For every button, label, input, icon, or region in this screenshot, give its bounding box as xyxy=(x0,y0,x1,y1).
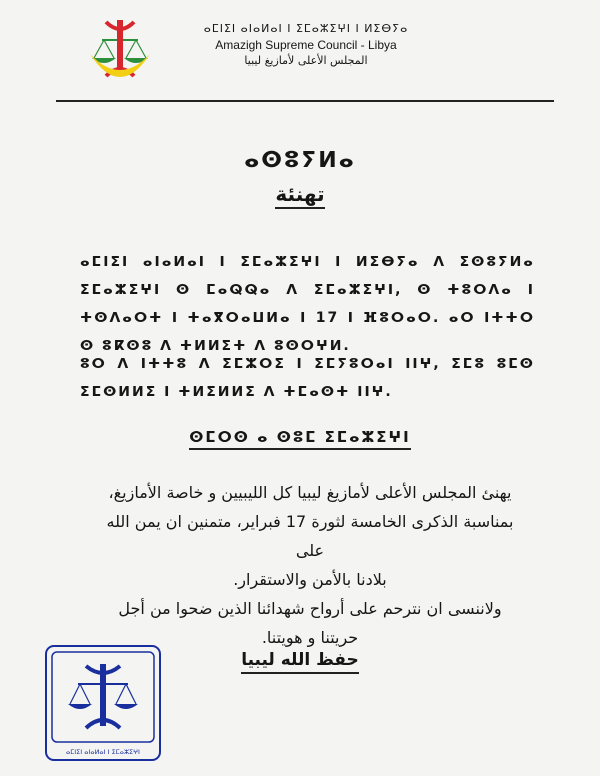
title-arabic xyxy=(0,182,600,206)
closing-arabic-text: حفظ الله ليبيا xyxy=(241,650,359,674)
amazigh-council-logo xyxy=(80,14,160,94)
header-divider xyxy=(56,100,554,102)
letterhead-arabic: المجلس الأعلى لأمازيغ ليبيا xyxy=(244,54,368,67)
body-arabic-line: بمناسبة الذكرى الخامسة لثورة 17 فبراير، متمنين ان يمن الله على xyxy=(106,512,514,560)
signature-tifinagh-text: ⵙⵎⵔⵙ ⴰ ⵙⵓⵎ ⵉⵎⴰⵣⵉⵖⵏ xyxy=(189,428,410,450)
letterhead-english: Amazigh Supreme Council - Libya xyxy=(215,38,397,52)
letterhead-tifinagh: ⴰⵎⵏⵉⵏ ⴰⵏⴰⵍⴰⵏ ⵏ ⵉⵎⴰⵣⵉⵖⵏ ⵏ ⵍⵉⴱⵢⴰ xyxy=(203,22,409,35)
signature-tifinagh xyxy=(0,428,600,446)
body-arabic xyxy=(90,478,530,652)
body-tifinagh-paragraph-2: ⵓⵔ ⴷ ⵏⵜⵜⵓ ⴷ ⵉⵎⵣⵔⵉ ⵏ ⵉⵎⵢⵓⵔⴰⵏ ⵏⵏⵖ, ⵉⵎⵓ ⵓⵎⵙ ⵉⵎⵙⵍⵍⵉ ⵏ ⵜⵍⵉⵍⵍⵉ ⴷ ⵜⵎⴰⵙⵜ ⵏⵏⵖ. xyxy=(80,356,535,400)
letterhead xyxy=(196,22,416,67)
stamp-text: ⴰⵎⵏⵉⵏ ⴰⵏⴰⵍⴰⵏ ⵏ ⵉⵎⴰⵣⵉⵖⵏ xyxy=(66,748,140,756)
body-arabic-line: بلادنا بالأمن والاستقرار. xyxy=(233,570,387,589)
title-arabic-text: تهنئة xyxy=(275,182,324,209)
body-arabic-line: يهنئ المجلس الأعلى لأمازيغ ليبيا كل الليبيين و خاصة الأمازيغ، xyxy=(108,483,512,502)
title-tifinagh: ⴰⵙⵓⵢⵍⴰ xyxy=(244,148,356,173)
council-stamp xyxy=(40,640,166,766)
body-arabic-line: حريتنا و هويتنا. xyxy=(261,628,359,647)
body-tifinagh-paragraph-1: ⴰⵎⵏⵉⵏ ⴰⵏⴰⵍⴰⵏ ⵏ ⵉⵎⴰⵣⵉⵖⵏ ⵏ ⵍⵉⴱⵢⴰ ⴷ ⵉⵙⵓⵢⵍⴰ ⵉⵎⴰⵣⵉⵖⵏ ⵙ ⵎⴰⵕⵕⴰ ⴷ ⵉⵎⴰⵣⵉⵖⵏ, ⵙ ⵜⵓⵔⴷⴰ ⵏ ⵜⵙⴷⴰⵔⵜ ⵏ ⵜⴰⴳⵔⴰⵡⵍⴰ ⵏ 17 ⵏ ⴼⵓⵔⴰⵔ. ⴰⵔ ⵏⵜⵜⵔ ⵙ ⵓⴽⵙⵓ ⴷ ⵜⵍⵍⵉⵜ ⴷ ⵓⵙⵔⵖⵍ. xyxy=(80,254,535,354)
body-arabic-line: ولاننسى ان نترحم على أرواح شهدائنا الذين ضحوا من أجل xyxy=(118,599,502,618)
